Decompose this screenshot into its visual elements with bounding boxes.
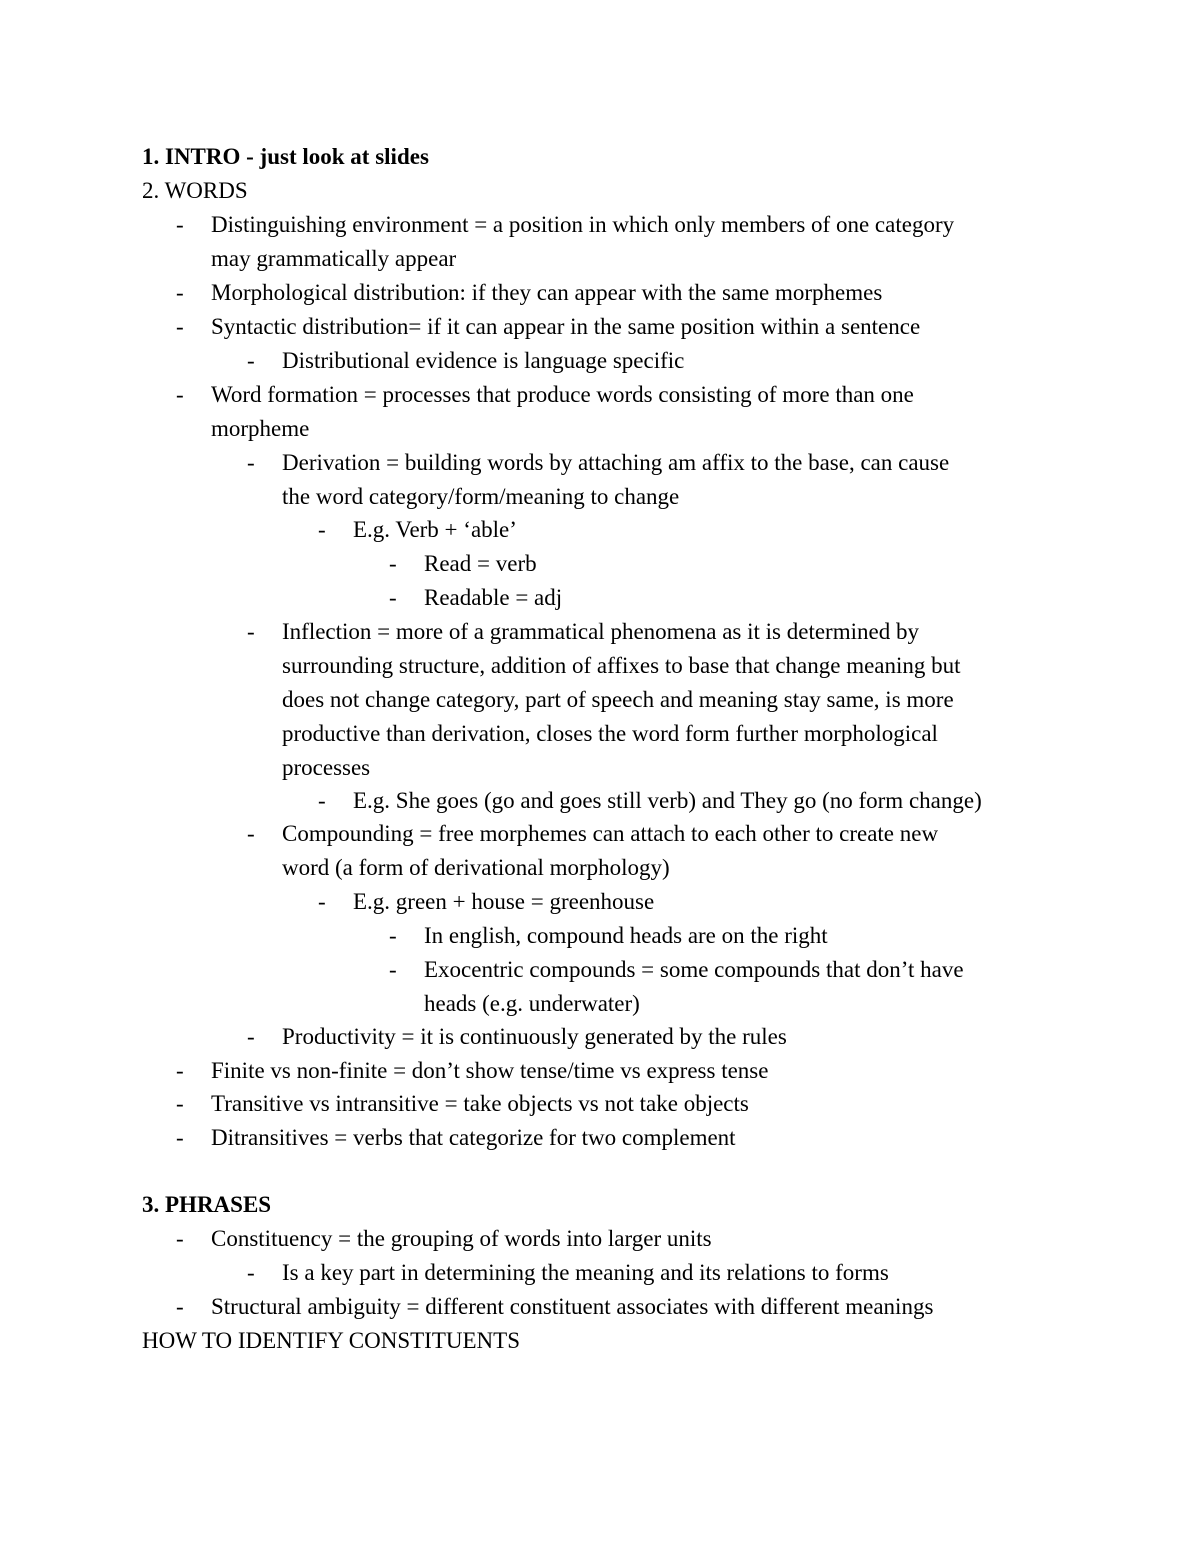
- bullet-dash: -: [318, 788, 326, 813]
- list-item-continuation: heads (e.g. underwater): [424, 991, 640, 1016]
- bullet-dash: -: [176, 382, 184, 407]
- bullet-dash: -: [247, 450, 255, 475]
- list-item: Morphological distribution: if they can appear with the same morphemes: [211, 280, 883, 305]
- bullet-dash: -: [247, 821, 255, 846]
- list-item: In english, compound heads are on the right: [424, 923, 828, 948]
- list-item-continuation: morpheme: [211, 416, 310, 441]
- bullet-dash: -: [389, 585, 397, 610]
- list-item-continuation: may grammatically appear: [211, 246, 457, 271]
- bullet-dash: -: [176, 1125, 184, 1150]
- list-item: Read = verb: [424, 551, 537, 576]
- bullet-dash: -: [176, 280, 184, 305]
- list-item: Constituency = the grouping of words into larger units: [211, 1226, 712, 1251]
- bullet-dash: -: [176, 212, 184, 237]
- bullet-dash: -: [318, 517, 326, 542]
- list-item: E.g. She goes (go and goes still verb) and They go (no form change): [353, 788, 982, 813]
- list-item: Structural ambiguity = different constituent associates with different meanings: [211, 1294, 934, 1319]
- list-item: Ditransitives = verbs that categorize for two complement: [211, 1125, 736, 1150]
- list-item: E.g. Verb + ‘able’: [353, 517, 517, 542]
- list-item: Syntactic distribution= if it can appear in the same position within a sentence: [211, 314, 921, 339]
- bullet-dash: -: [389, 923, 397, 948]
- list-item-continuation: the word category/form/meaning to change: [282, 484, 680, 509]
- section-heading-words: 2. WORDS: [142, 178, 248, 203]
- subheading: HOW TO IDENTIFY CONSTITUENTS: [142, 1328, 520, 1353]
- bullet-dash: -: [389, 957, 397, 982]
- list-item: Compounding = free morphemes can attach to each other to create new: [282, 821, 939, 846]
- list-item: E.g. green + house = greenhouse: [353, 889, 655, 914]
- list-item: Readable = adj: [424, 585, 563, 610]
- bullet-dash: -: [247, 1260, 255, 1285]
- list-item-continuation: surrounding structure, addition of affixes to base that change meaning but: [282, 653, 961, 678]
- list-item: Is a key part in determining the meaning and its relations to forms: [282, 1260, 889, 1285]
- bullet-dash: -: [389, 551, 397, 576]
- list-item-continuation: word (a form of derivational morphology): [282, 855, 670, 880]
- bullet-dash: -: [176, 1226, 184, 1251]
- bullet-dash: -: [318, 889, 326, 914]
- list-item-continuation: does not change category, part of speech and meaning stay same, is more: [282, 687, 954, 712]
- list-item: Word formation = processes that produce words consisting of more than one: [211, 382, 914, 407]
- bullet-dash: -: [247, 619, 255, 644]
- list-item: Inflection = more of a grammatical phenomena as it is determined by: [282, 619, 919, 644]
- section-heading-phrases: 3. PHRASES: [142, 1192, 272, 1217]
- bullet-dash: -: [176, 1091, 184, 1116]
- list-item: Distributional evidence is language specific: [282, 348, 685, 373]
- list-item: Distinguishing environment = a position in which only members of one category: [211, 212, 955, 237]
- list-item-continuation: productive than derivation, closes the word form further morphological: [282, 721, 938, 746]
- list-item: Derivation = building words by attaching am affix to the base, can cause: [282, 450, 950, 475]
- bullet-dash: -: [247, 348, 255, 373]
- list-item: Productivity = it is continuously generated by the rules: [282, 1024, 787, 1049]
- bullet-dash: -: [176, 1294, 184, 1319]
- bullet-dash: -: [176, 1058, 184, 1083]
- bullet-dash: -: [247, 1024, 255, 1049]
- list-item: Finite vs non-finite = don’t show tense/time vs express tense: [211, 1058, 769, 1083]
- list-item: Exocentric compounds = some compounds that don’t have: [424, 957, 964, 982]
- list-item: Transitive vs intransitive = take objects vs not take objects: [211, 1091, 749, 1116]
- list-item-continuation: processes: [282, 755, 371, 780]
- section-heading-intro: 1. INTRO - just look at slides: [142, 144, 429, 169]
- bullet-dash: -: [176, 314, 184, 339]
